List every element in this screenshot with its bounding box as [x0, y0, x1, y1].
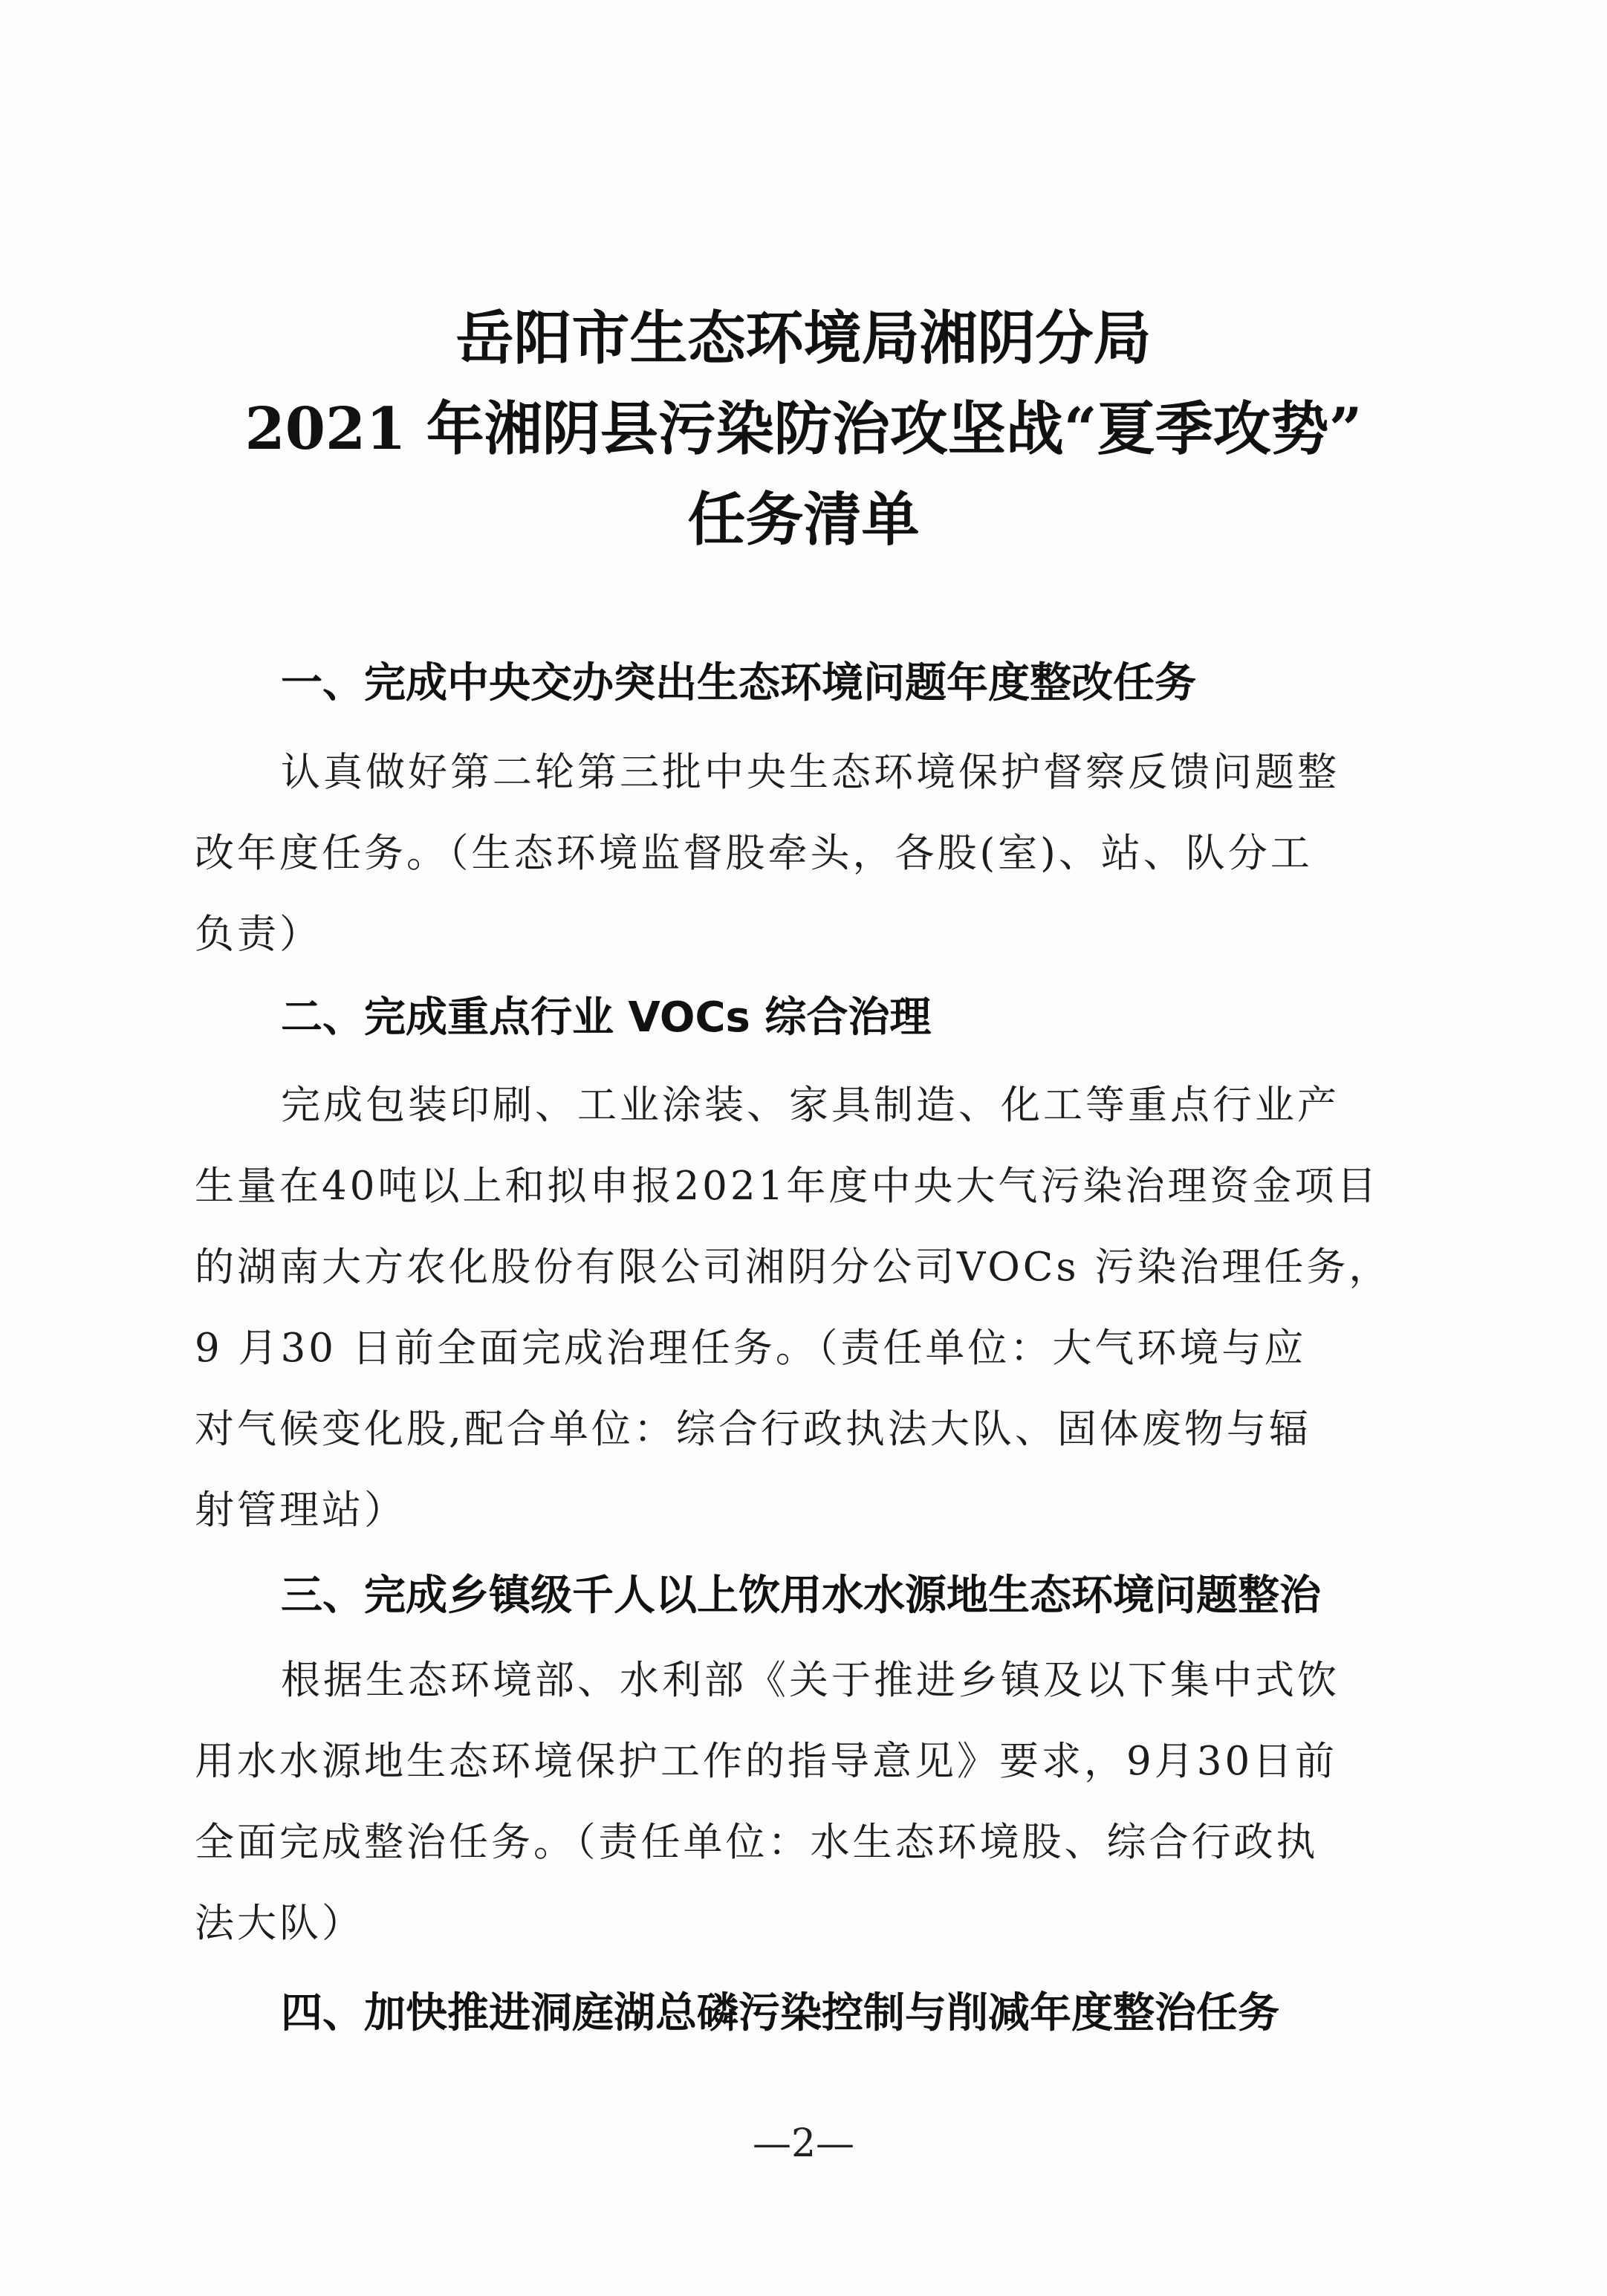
section-3-line-3: 全面完成整治任务。（责任单位：水生态环境股、综合行政执 [195, 1820, 1319, 1865]
section-2-line-4: 9 月30 日前全面完成治理任务。（责任单位：大气环境与应 [195, 1326, 1307, 1371]
section-4-heading: 四、加快推进洞庭湖总磷污染控制与削减年度整治任务 [281, 1989, 1279, 2037]
section-1-line-2: 改年度任务。（生态环境监督股牵头，各股(室)、站、队分工 [195, 831, 1313, 876]
section-3-heading: 三、完成乡镇级千人以上饮用水水源地生态环境问题整治 [281, 1572, 1321, 1620]
section-2-line-3: 的湖南大方农化股份有限公司湘阴分公司VOCs 污染治理任务， [195, 1245, 1392, 1290]
section-2-line-6: 射管理站） [195, 1488, 406, 1533]
section-3-line-1: 根据生态环境部、水利部《关于推进乡镇及以下集中式饮 [281, 1658, 1340, 1703]
section-2-line-1: 完成包装印刷、工业涂装、家具制造、化工等重点行业产 [281, 1083, 1340, 1128]
title-line-2: 2021 年湘阴县污染防治攻坚战“夏季攻势” [244, 395, 1363, 463]
section-3-line-2: 用水水源地生态环境保护工作的指导意见》要求，9月30日前 [195, 1739, 1338, 1784]
section-2-line-5: 对气候变化股,配合单位：综合行政执法大队、固体废物与辐 [195, 1407, 1311, 1452]
section-1-line-3: 负责） [195, 912, 322, 957]
title-line-1: 岳阳市生态环境局湘阴分局 [455, 305, 1152, 372]
section-2-heading: 二、完成重点行业 VOCs 综合治理 [281, 993, 932, 1042]
document-title [0, 294, 1607, 565]
section-2-body [195, 1065, 1398, 1551]
section-1-heading: 一、完成中央交办突出生态环境问题年度整改任务 [281, 659, 1196, 707]
page-number: —2— [752, 2121, 855, 2166]
section-3-line-4: 法大队） [195, 1901, 364, 1946]
section-3-body [195, 1640, 1398, 1964]
section-2-line-2: 生量在40吨以上和拟申报2021年度中央大气污染治理资金项目 [195, 1164, 1380, 1209]
section-1-body [195, 732, 1398, 975]
section-1-line-1: 认真做好第二轮第三批中央生态环境保护督察反馈问题整 [281, 750, 1340, 795]
title-line-3: 任务清单 [687, 486, 920, 554]
